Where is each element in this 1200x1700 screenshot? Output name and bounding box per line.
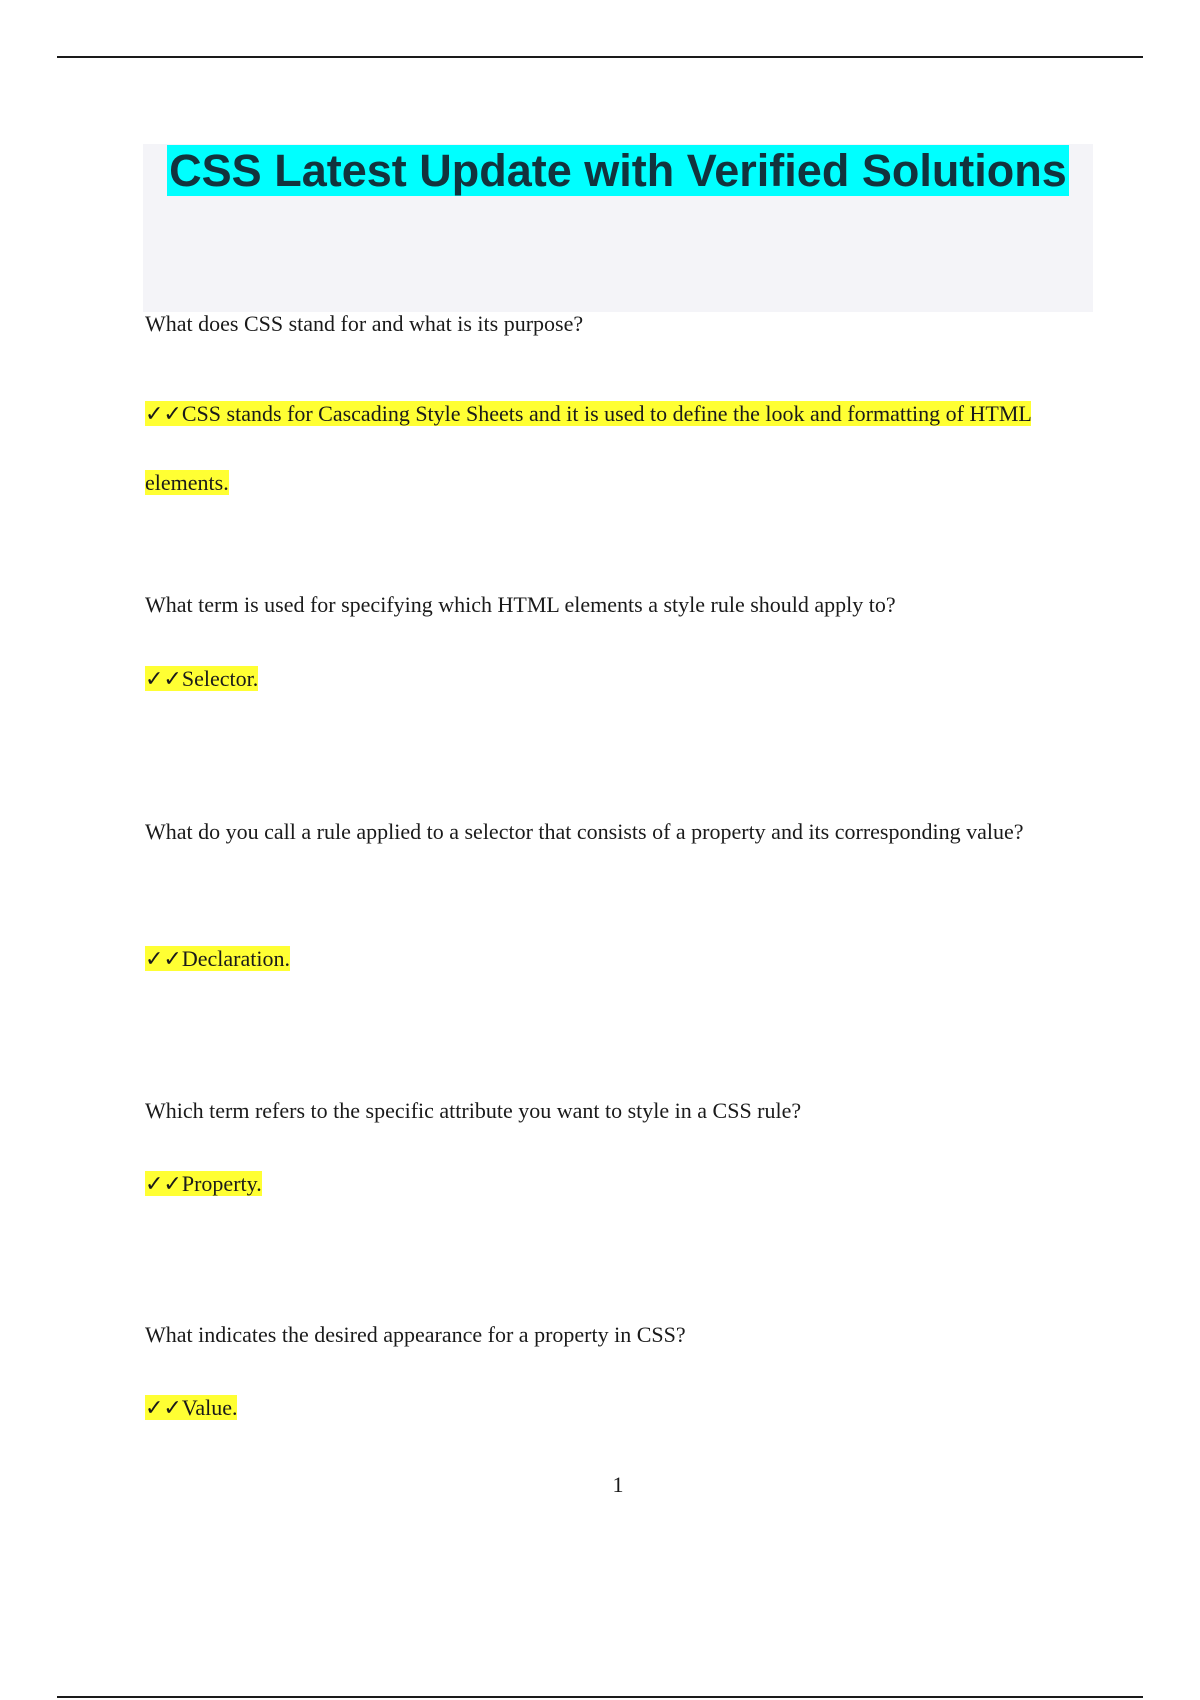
check-icon: ✓✓ bbox=[145, 402, 182, 427]
question-3: What do you call a rule applied to a selector that consists of a property and its corresponding value? bbox=[145, 819, 1024, 844]
footer-rule bbox=[57, 1696, 1143, 1698]
check-icon: ✓✓ bbox=[145, 1172, 182, 1197]
question-5: What indicates the desired appearance for a property in CSS? bbox=[145, 1322, 686, 1347]
answer-1-text: CSS stands for Cascading Style Sheets and it is used to define the look and formatting of HTML elements. bbox=[145, 401, 1032, 495]
check-icon: ✓✓ bbox=[145, 947, 182, 972]
answer-2 bbox=[145, 666, 258, 692]
answer-3 bbox=[145, 946, 290, 972]
check-icon: ✓✓ bbox=[145, 667, 182, 692]
question-2: What term is used for specifying which HTML elements a style rule should apply to? bbox=[145, 592, 896, 617]
answer-4 bbox=[145, 1171, 262, 1197]
answer-5-text: Value. bbox=[181, 1395, 238, 1420]
header-rule bbox=[57, 56, 1143, 58]
answer-2-text: Selector. bbox=[181, 666, 259, 691]
question-4: Which term refers to the specific attribute you want to style in a CSS rule? bbox=[145, 1098, 802, 1123]
document-title bbox=[143, 144, 1093, 198]
answer-5 bbox=[145, 1395, 237, 1421]
document-title-text: CSS Latest Update with Verified Solutions bbox=[169, 145, 1067, 196]
answer-3-text: Declaration. bbox=[181, 946, 290, 971]
answer-4-text: Property. bbox=[181, 1171, 262, 1196]
page-number: 1 bbox=[612, 1472, 624, 1497]
check-icon: ✓✓ bbox=[145, 1396, 182, 1421]
question-1: What does CSS stand for and what is its purpose? bbox=[145, 311, 584, 336]
answer-1 bbox=[145, 380, 1055, 517]
